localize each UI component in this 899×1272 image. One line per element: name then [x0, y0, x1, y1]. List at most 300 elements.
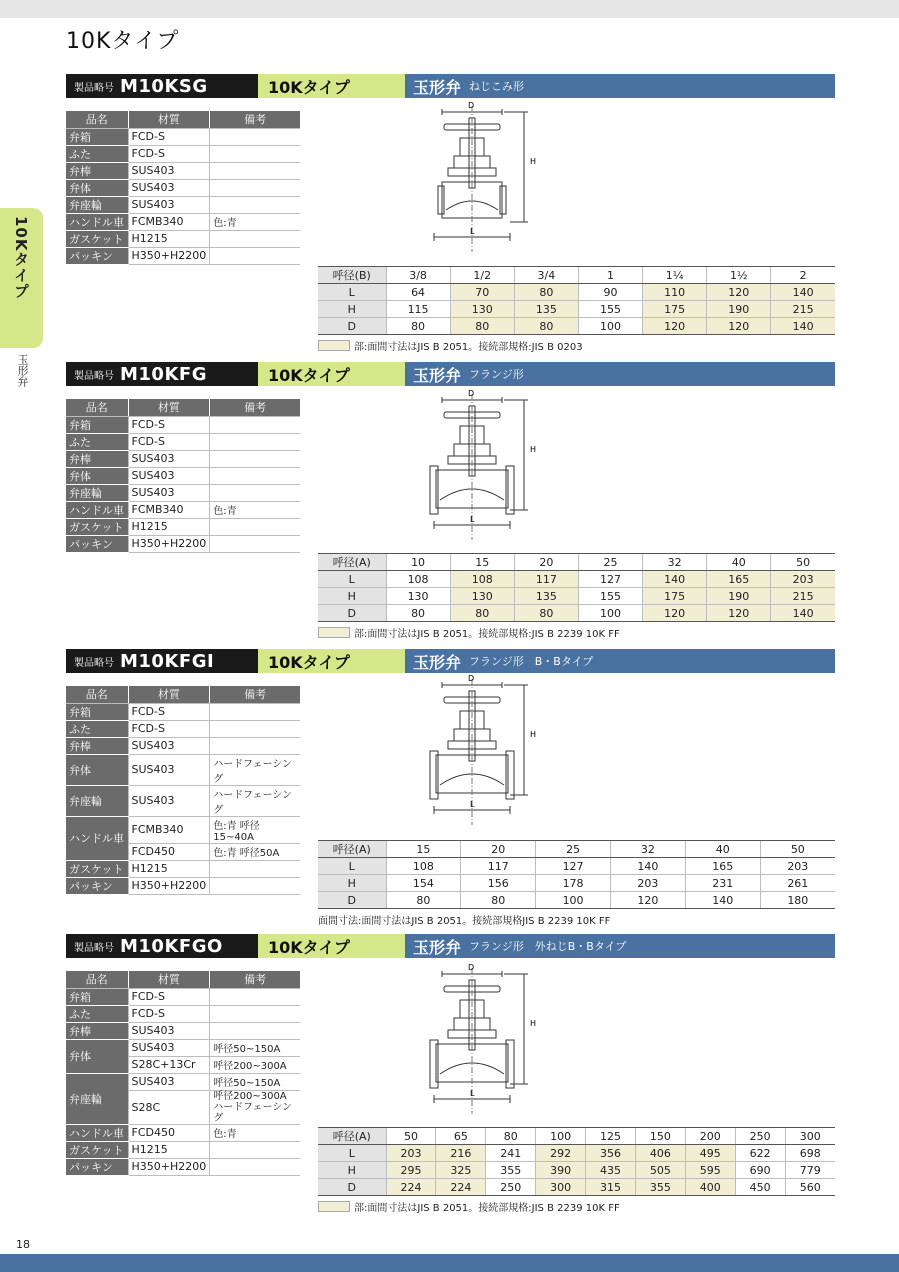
dimension-cell: 140 [685, 892, 760, 909]
remark: 呼径50~150A [210, 1073, 300, 1090]
dimension-row-l [318, 858, 835, 875]
size-label: 呼径(A) [318, 841, 386, 858]
size-cell: 2 [771, 267, 835, 284]
dimension-cell: 108 [450, 571, 514, 588]
materials-header-cell: 材質 [128, 686, 210, 703]
materials-row [66, 1022, 300, 1039]
dim-label-h: H [530, 157, 537, 166]
material: FCMB340 [128, 816, 210, 843]
dimension-cell: 505 [635, 1162, 685, 1179]
highlight-swatch [318, 340, 350, 351]
materials-header-cell: 品名 [66, 686, 128, 703]
size-cell: 15 [450, 554, 514, 571]
size-cell: 50 [771, 554, 835, 571]
side-tab[interactable] [0, 208, 43, 348]
remark: 色:青 [210, 501, 300, 518]
dimension-cell: 175 [643, 588, 707, 605]
dimension-row-h [318, 1162, 835, 1179]
product-code: M10KSG [120, 75, 208, 97]
materials-row [66, 1158, 300, 1175]
dimension-cell: 117 [514, 571, 578, 588]
dimension-cell: 80 [386, 318, 450, 335]
dimension-cell: 108 [386, 858, 461, 875]
materials-header-cell: 備考 [210, 399, 300, 416]
dim-label-d: D [468, 102, 475, 110]
materials-table [66, 971, 300, 1176]
materials-row [66, 703, 300, 720]
materials-row [66, 1073, 300, 1090]
dimension-cell: 154 [386, 875, 461, 892]
dimension-cell: 110 [643, 284, 707, 301]
bottom-bar [0, 1254, 899, 1272]
type-label: 10Kタイプ [258, 934, 405, 958]
materials-row [66, 720, 300, 737]
section-header [66, 362, 835, 386]
remark: 呼径200~300A [210, 1056, 300, 1073]
part-name: ふた [66, 1005, 128, 1022]
part-name: ガスケット [66, 230, 128, 247]
remark: ハードフェーシング [210, 754, 300, 785]
product-code-box [66, 362, 258, 386]
remark: 色:青 [210, 1124, 300, 1141]
materials-table [66, 686, 300, 895]
size-cell: 10 [386, 554, 450, 571]
remark: ハードフェーシング [210, 785, 300, 816]
materials-header-cell: 品名 [66, 971, 128, 988]
side-sub-label: 玉形弁 [16, 354, 29, 387]
material: FCD-S [128, 128, 210, 145]
material: SUS403 [128, 737, 210, 754]
materials-table [66, 111, 300, 265]
materials-row [66, 416, 300, 433]
material: S28C [128, 1090, 210, 1124]
materials-header-cell: 材質 [128, 971, 210, 988]
dimension-cell: 80 [450, 318, 514, 335]
part-name: パッキン [66, 535, 128, 552]
materials-row [66, 785, 300, 816]
dim-label-h: H [530, 445, 537, 454]
dimension-cell: 355 [486, 1162, 536, 1179]
dim-label-l: L [470, 227, 475, 236]
material: S28C+13Cr [128, 1056, 210, 1073]
materials-row [66, 877, 300, 894]
materials-row [66, 860, 300, 877]
material: FCD-S [128, 433, 210, 450]
size-cell: 3/8 [386, 267, 450, 284]
part-name: ハンドル車 [66, 816, 128, 860]
dimension-cell: 100 [536, 892, 611, 909]
remark: 呼径50~150A [210, 1039, 300, 1056]
valve-desc: フランジ形 外ねじB・Bタイプ [469, 940, 627, 953]
material: FCD-S [128, 988, 210, 1005]
section-header [66, 934, 835, 958]
materials-row [66, 128, 300, 145]
size-cell: 32 [610, 841, 685, 858]
part-name: 弁座輪 [66, 484, 128, 501]
part-name: パッキン [66, 247, 128, 264]
part-name: 弁体 [66, 1039, 128, 1073]
product-code: M10KFGO [120, 935, 223, 957]
dimension-cell: 70 [450, 284, 514, 301]
material: SUS403 [128, 1073, 210, 1090]
remark [210, 247, 300, 264]
product-code-box [66, 74, 258, 98]
remark [210, 467, 300, 484]
product-code: M10KFGI [120, 650, 215, 672]
part-name: 弁体 [66, 754, 128, 785]
size-cell: 100 [536, 1128, 586, 1145]
material: SUS403 [128, 179, 210, 196]
remark [210, 720, 300, 737]
part-name: 弁箱 [66, 416, 128, 433]
dimension-cell: 130 [386, 588, 450, 605]
size-cell: 32 [643, 554, 707, 571]
materials-row [66, 1141, 300, 1158]
dimension-cell: 215 [771, 588, 835, 605]
note-text: 部:面間寸法はJIS B 2051。接続部規格:JIS B 2239 10K FF [354, 629, 620, 640]
note-text: 面間寸法:面間寸法はJIS B 2051。接続部規格JIS B 2239 10K FF [318, 916, 611, 927]
product-code-box [66, 934, 258, 958]
dimension-cell: 64 [386, 284, 450, 301]
remark [210, 416, 300, 433]
dimension-cell: 215 [771, 301, 835, 318]
page-title: 10Kタイプ [66, 29, 180, 54]
dimension-label: L [318, 284, 386, 301]
code-prefix: 製品略号 [74, 82, 114, 94]
remark: 色:青 呼径15~40A [210, 816, 300, 843]
dim-label-d: D [468, 964, 475, 972]
part-name: 弁座輪 [66, 1073, 128, 1124]
size-cell: 50 [760, 841, 835, 858]
valve-name: 玉形弁 [413, 77, 462, 97]
dim-label-h: H [530, 1019, 537, 1028]
materials-row [66, 988, 300, 1005]
dimension-cell: 140 [643, 571, 707, 588]
valve-name: 玉形弁 [413, 365, 462, 385]
remark [210, 145, 300, 162]
remark [210, 1005, 300, 1022]
dimension-cell: 203 [760, 858, 835, 875]
dimension-row-d [318, 605, 835, 622]
dimension-cell: 155 [578, 588, 642, 605]
part-name: 弁座輪 [66, 196, 128, 213]
part-name: 弁体 [66, 179, 128, 196]
materials-header-cell: 備考 [210, 111, 300, 128]
dimension-cell: 165 [685, 858, 760, 875]
size-cell: 1½ [707, 267, 771, 284]
dimension-label: H [318, 1162, 386, 1179]
dimension-cell: 135 [514, 588, 578, 605]
size-cell: 50 [386, 1128, 436, 1145]
materials-header-row [66, 399, 300, 416]
dimension-cell: 355 [635, 1179, 685, 1196]
material: FCD-S [128, 416, 210, 433]
dimension-cell: 356 [586, 1145, 636, 1162]
highlight-swatch [318, 1201, 350, 1212]
standards-note [318, 338, 583, 353]
dimension-label: D [318, 1179, 386, 1196]
material: SUS403 [128, 162, 210, 179]
standards-note [318, 912, 610, 927]
valve-desc: フランジ形 [469, 368, 524, 381]
materials-row [66, 467, 300, 484]
valve-drawing [420, 675, 550, 830]
dimension-cell: 100 [578, 605, 642, 622]
materials-row [66, 179, 300, 196]
dimension-cell: 155 [578, 301, 642, 318]
size-cell: 65 [436, 1128, 486, 1145]
materials-row [66, 213, 300, 230]
part-name: 弁棒 [66, 162, 128, 179]
materials-row [66, 230, 300, 247]
dimension-label: L [318, 571, 386, 588]
dimension-row-d [318, 1179, 835, 1196]
part-name: パッキン [66, 877, 128, 894]
materials-row [66, 737, 300, 754]
materials-row [66, 1124, 300, 1141]
remark [210, 1141, 300, 1158]
material: H1215 [128, 518, 210, 535]
dimension-cell: 295 [386, 1162, 436, 1179]
material: SUS403 [128, 1039, 210, 1056]
dimension-cell: 203 [386, 1145, 436, 1162]
materials-row [66, 754, 300, 785]
part-name: 弁体 [66, 467, 128, 484]
dimensions-table [318, 266, 835, 335]
material: FCMB340 [128, 213, 210, 230]
dimension-cell: 100 [578, 318, 642, 335]
materials-header-row [66, 971, 300, 988]
materials-row [66, 501, 300, 518]
part-name: ハンドル車 [66, 501, 128, 518]
remark: 呼径200~300A ハードフェーシング [210, 1090, 300, 1124]
dimension-cell: 80 [514, 284, 578, 301]
size-cell: 40 [685, 841, 760, 858]
size-cell: 25 [536, 841, 611, 858]
standards-note [318, 1199, 620, 1214]
valve-name-box [405, 74, 835, 98]
size-cell: 40 [707, 554, 771, 571]
size-cell: 150 [635, 1128, 685, 1145]
part-name: ふた [66, 145, 128, 162]
type-label: 10Kタイプ [258, 74, 405, 98]
dimension-cell: 450 [735, 1179, 785, 1196]
dimension-cell: 130 [450, 301, 514, 318]
material: FCD-S [128, 703, 210, 720]
product-section-m10kfg [66, 362, 835, 641]
size-cell: 20 [461, 841, 536, 858]
part-name: ハンドル車 [66, 213, 128, 230]
valve-name: 玉形弁 [413, 937, 462, 957]
size-cell: 3/4 [514, 267, 578, 284]
dimension-cell: 495 [685, 1145, 735, 1162]
dimensions-table [318, 1127, 835, 1196]
material: SUS403 [128, 1022, 210, 1039]
materials-header-row [66, 686, 300, 703]
remark [210, 1158, 300, 1175]
dimensions-header-row [318, 841, 835, 858]
remark [210, 877, 300, 894]
type-label: 10Kタイプ [258, 649, 405, 673]
valve-drawing [420, 102, 550, 257]
remark [210, 230, 300, 247]
dimension-cell: 203 [771, 571, 835, 588]
highlight-swatch [318, 627, 350, 638]
valve-drawing [420, 390, 550, 545]
dimension-cell: 80 [386, 605, 450, 622]
materials-row [66, 145, 300, 162]
type-label: 10Kタイプ [258, 362, 405, 386]
part-name: ガスケット [66, 1141, 128, 1158]
product-section-m10ksg [66, 74, 835, 354]
remark [210, 196, 300, 213]
dimension-cell: 560 [785, 1179, 835, 1196]
code-prefix: 製品略号 [74, 942, 114, 954]
part-name: ふた [66, 433, 128, 450]
dimensions-table [318, 840, 835, 909]
material: SUS403 [128, 484, 210, 501]
dimension-cell: 241 [486, 1145, 536, 1162]
materials-header-cell: 材質 [128, 111, 210, 128]
size-cell: 125 [586, 1128, 636, 1145]
dimension-cell: 127 [578, 571, 642, 588]
dimension-cell: 698 [785, 1145, 835, 1162]
part-name: 弁箱 [66, 703, 128, 720]
material: FCD-S [128, 720, 210, 737]
part-name: パッキン [66, 1158, 128, 1175]
materials-header-cell: 材質 [128, 399, 210, 416]
dimension-cell: 224 [436, 1179, 486, 1196]
dimension-cell: 165 [707, 571, 771, 588]
dimension-label: L [318, 1145, 386, 1162]
dimension-row-l [318, 284, 835, 301]
valve-desc: フランジ形 B・Bタイプ [469, 655, 594, 668]
dimension-row-l [318, 571, 835, 588]
standards-note [318, 625, 620, 640]
size-cell: 80 [486, 1128, 536, 1145]
material: H350+H2200 [128, 1158, 210, 1175]
materials-header-cell: 備考 [210, 686, 300, 703]
dim-label-h: H [530, 730, 537, 739]
dimension-cell: 435 [586, 1162, 636, 1179]
dimension-label: D [318, 892, 386, 909]
dim-label-l: L [470, 515, 475, 524]
dimension-cell: 325 [436, 1162, 486, 1179]
dimension-cell: 595 [685, 1162, 735, 1179]
product-section-m10kfgi [66, 649, 835, 928]
material: H1215 [128, 860, 210, 877]
dimension-cell: 190 [707, 588, 771, 605]
dimension-cell: 130 [450, 588, 514, 605]
materials-header-cell: 品名 [66, 111, 128, 128]
materials-header-row [66, 111, 300, 128]
dimension-cell: 140 [771, 284, 835, 301]
dimension-cell: 108 [386, 571, 450, 588]
section-header [66, 74, 835, 98]
material: FCMB340 [128, 501, 210, 518]
materials-header-cell: 備考 [210, 971, 300, 988]
product-code-box [66, 649, 258, 673]
dimensions-header-row [318, 1128, 835, 1145]
valve-drawing [420, 964, 550, 1119]
note-text: 部:面間寸法はJIS B 2051。接続部規格:JIS B 2239 10K FF [354, 1203, 620, 1214]
dimension-row-h [318, 875, 835, 892]
size-cell: 1 [578, 267, 642, 284]
materials-row [66, 1005, 300, 1022]
material: H1215 [128, 230, 210, 247]
dim-label-l: L [470, 1089, 475, 1098]
size-cell: 250 [735, 1128, 785, 1145]
material: SUS403 [128, 785, 210, 816]
material: H350+H2200 [128, 247, 210, 264]
dimension-row-h [318, 588, 835, 605]
dimension-cell: 190 [707, 301, 771, 318]
materials-row [66, 162, 300, 179]
valve-name-box [405, 362, 835, 386]
materials-header-cell: 品名 [66, 399, 128, 416]
part-name: 弁箱 [66, 988, 128, 1005]
dimension-label: L [318, 858, 386, 875]
materials-row [66, 518, 300, 535]
dimension-cell: 120 [707, 284, 771, 301]
dimension-cell: 90 [578, 284, 642, 301]
code-prefix: 製品略号 [74, 657, 114, 669]
materials-row [66, 433, 300, 450]
dimension-cell: 140 [771, 605, 835, 622]
material: FCD-S [128, 145, 210, 162]
materials-table [66, 399, 300, 553]
dimension-cell: 406 [635, 1145, 685, 1162]
remark [210, 1022, 300, 1039]
remark [210, 535, 300, 552]
product-section-m10kfgo [66, 934, 835, 1215]
dimension-cell: 120 [643, 318, 707, 335]
dimension-cell: 120 [707, 318, 771, 335]
materials-row [66, 1039, 300, 1056]
size-cell: 300 [785, 1128, 835, 1145]
remark [210, 450, 300, 467]
part-name: ガスケット [66, 518, 128, 535]
remark [210, 860, 300, 877]
material: FCD-S [128, 1005, 210, 1022]
part-name: 弁座輪 [66, 785, 128, 816]
dimension-cell: 127 [536, 858, 611, 875]
remark [210, 737, 300, 754]
size-label: 呼径(A) [318, 554, 386, 571]
dimension-cell: 390 [536, 1162, 586, 1179]
remark [210, 484, 300, 501]
dimension-cell: 216 [436, 1145, 486, 1162]
material: H350+H2200 [128, 535, 210, 552]
dimension-label: H [318, 875, 386, 892]
size-cell: 20 [514, 554, 578, 571]
remark [210, 162, 300, 179]
materials-row [66, 196, 300, 213]
materials-row [66, 247, 300, 264]
part-name: ガスケット [66, 860, 128, 877]
dimension-cell: 80 [461, 892, 536, 909]
note-text: 部:面間寸法はJIS B 2051。接続部規格:JIS B 0203 [354, 342, 583, 353]
dimensions-table [318, 553, 835, 622]
remark [210, 179, 300, 196]
dimension-cell: 115 [386, 301, 450, 318]
dimensions-header-row [318, 554, 835, 571]
material: FCD450 [128, 843, 210, 860]
dimension-cell: 80 [514, 318, 578, 335]
material: SUS403 [128, 467, 210, 484]
side-tab-label: 10Kタイプ [12, 216, 30, 300]
top-bar [0, 0, 899, 18]
